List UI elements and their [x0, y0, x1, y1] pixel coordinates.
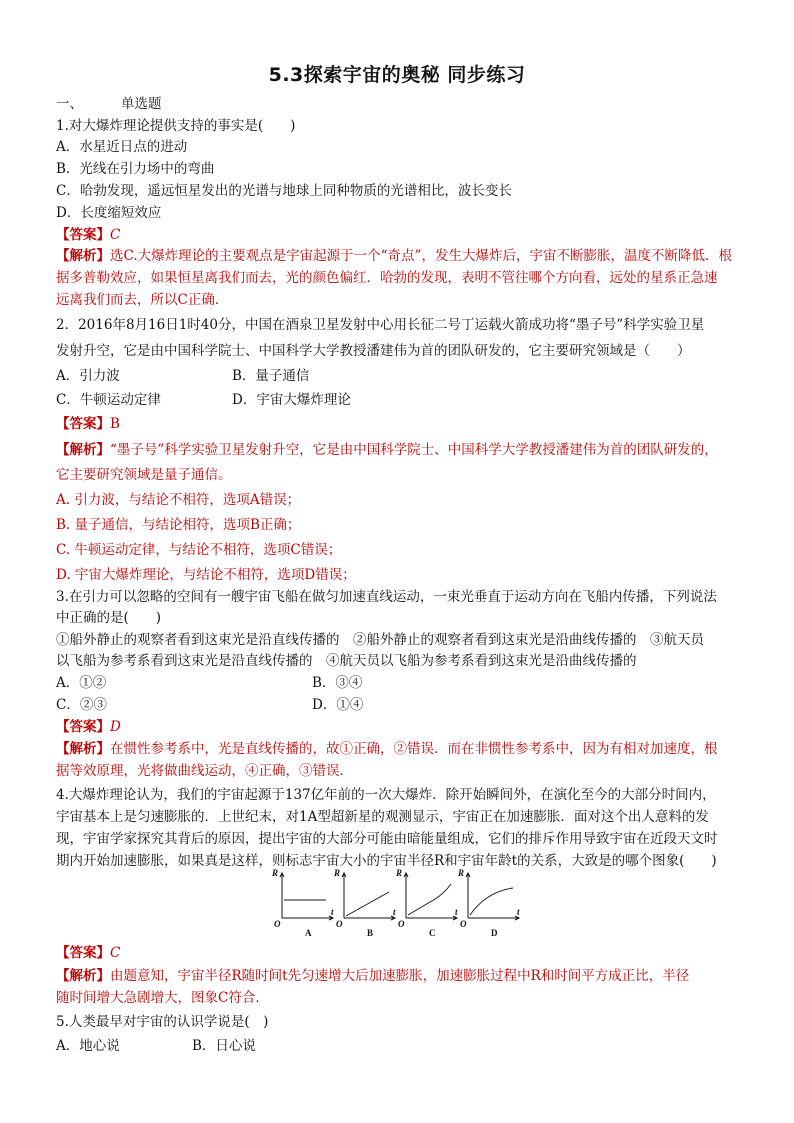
q3-stem-line-3: ①船外静止的观察者看到这束光是沿直线传播的 ②船外静止的观察者看到这束光是沿曲线传播的 ③航天员: [56, 632, 704, 648]
q2-reason-d: D. 宇宙大爆炸理论，与结论不相符，选项D错误；: [56, 567, 356, 583]
q1-option-c: C．哈勃发现，遥远恒星发出的光谱与地球上同种物质的光谱相比，波长变长: [56, 183, 512, 199]
q1-option-a: A．水星近日点的进动: [56, 139, 188, 155]
q2-option-b: B．量子通信: [232, 368, 310, 384]
q2-stem-line-2: 发射升空，它是由中国科学院士、中国科学大学教授潘建伟为首的团队研发的，它主要研究领域是（ ）: [56, 343, 691, 359]
answer-value: B: [110, 416, 120, 432]
q4-answer: [56, 944, 120, 962]
q4-graph-options: [270, 868, 530, 940]
q4-stem-line-4: 期内开始加速膨胀，如果真是这样，则标志宇宙大小的宇宙半径R和宇宙年龄t的关系，大致是的哪个图象( ): [56, 853, 717, 869]
graph-d-curve: [470, 888, 513, 915]
q3-stem-line-4: 以飞船为参考系看到这束光是沿直线传播的 ④航天员以飞船为参考系看到这束光是沿曲线传播的: [56, 653, 637, 669]
answer-value: D: [110, 719, 121, 735]
q3-stem-line-2: 中正确的是( ): [56, 610, 162, 626]
analysis-text: 由题意知，宇宙半径R随时间t先匀速增大后加速膨胀，加速膨胀过程中R和时间平方成正比，半径: [110, 968, 690, 984]
q3-stem-line-1: 3.在引力可以忽略的空间有一艘宇宙飞船在做匀加速直线运动，一束光垂直于运动方向在飞船内传播，下列说法: [56, 589, 717, 605]
q2-answer: [56, 415, 120, 433]
q2-reason-c: C. 牛顿运动定律，与结论不相符，选项C错误；: [56, 542, 342, 558]
q3-analysis-line-2: 据等效原理，光将做曲线运动，④正确，③错误．: [56, 763, 353, 779]
graph-b-label: B: [367, 928, 374, 938]
analysis-tag: 【解析】: [56, 968, 110, 984]
graph-a-x-label: t: [331, 907, 334, 917]
graph-d-origin: O: [460, 919, 467, 929]
q1-analysis-line-3: 远离我们而去，所以C正确．: [56, 292, 229, 308]
q4-stem-line-1: 4.大爆炸理论认为，我们的宇宙起源于137亿年前的一次大爆炸．除开始瞬间外，在演化至今的大部分时间内，: [56, 787, 716, 803]
graph-d: [466, 873, 519, 920]
answer-tag: 【答案】: [56, 719, 110, 735]
graph-c-origin: O: [398, 919, 405, 929]
graph-d-label: D: [491, 928, 498, 938]
analysis-tag: 【解析】: [56, 442, 110, 458]
q4-stem-line-3: 现，宇宙学家探究其背后的原因，提出宇宙的大部分可能由暗能量组成，它们的排斥作用导致宇宙在近段天文时: [56, 831, 718, 847]
q2-option-a: A．引力波: [56, 368, 120, 384]
q1-answer: [56, 226, 120, 244]
analysis-text: 在惯性参考系中，光是直线传播的，故①正确，②错误．而在非惯性参考系中，因为有相对加速度，根: [110, 741, 718, 757]
answer-tag: 【答案】: [56, 227, 110, 243]
graph-c-curve: [408, 884, 451, 915]
graph-a-origin: O: [274, 919, 281, 929]
q4-analysis-line-1: [56, 967, 689, 985]
analysis-tag: 【解析】: [56, 741, 110, 757]
graph-b: [342, 873, 395, 920]
q2-stem-line-1: 2．2016年8月16日1时40分，中国在酒泉卫星发射中心用长征二号丁运载火箭成功将“墨子号”科学实验卫星: [56, 317, 705, 333]
section-heading: [56, 95, 162, 113]
page-title: 5.3探索宇宙的奥秘 同步练习: [268, 64, 526, 86]
answer-value: C: [110, 945, 121, 961]
q2-analysis-line-1: [56, 441, 718, 459]
q1-stem: 1.对大爆炸理论提供支持的事实是( ): [56, 118, 296, 134]
graph-c-y-label: R: [396, 868, 403, 878]
q5-option-b: B．日心说: [192, 1038, 256, 1054]
q3-option-d: D．①④: [312, 697, 364, 713]
graph-a: [280, 873, 333, 920]
graph-a-y-label: R: [272, 868, 279, 878]
q3-option-b: B．③④: [312, 675, 363, 691]
q3-analysis-line-1: [56, 740, 718, 758]
graph-b-curve: [346, 892, 389, 916]
graph-a-label: A: [305, 928, 312, 938]
graph-d-x-label: t: [517, 907, 520, 917]
section-number: 一、: [56, 96, 83, 112]
q4-analysis-line-2: 随时间增大急剧增大，图象C符合．: [56, 990, 269, 1006]
graph-b-y-label: R: [334, 868, 341, 878]
q2-option-c: C．牛顿运动定律: [56, 392, 161, 408]
q1-option-b: B．光线在引力场中的弯曲: [56, 161, 215, 177]
graph-c-x-label: t: [455, 907, 458, 917]
q2-reason-b: B. 量子通信，与结论相符，选项B正确；: [56, 517, 301, 533]
q4-stem-line-2: 宇宙基本上是匀速膨胀的．上世纪末，对1A型超新星的观测显示，宇宙正在加速膨胀．面对这个出人意料的发: [56, 809, 709, 825]
q5-stem: 5.人类最早对宇宙的认识学说是( ): [56, 1014, 269, 1030]
answer-value: C: [110, 227, 121, 243]
q1-analysis-line-1: [56, 247, 732, 265]
q2-option-d: D．宇宙大爆炸理论: [232, 392, 351, 408]
analysis-text: 选C.大爆炸理论的主要观点是宇宙起源于一个“奇点”，发生大爆炸后，宇宙不断膨胀，温度不断降低．根: [110, 248, 732, 264]
q1-analysis-line-2: 据多普勒效应，如果恒星离我们而去，光的颜色偏红．哈勃的发现，表明不管往哪个方向看，远处的星系正急速: [56, 270, 718, 286]
q5-option-a: A．地心说: [56, 1038, 120, 1054]
q2-reason-a: A. 引力波，与结论不相符，选项A错误；: [56, 492, 301, 508]
q2-analysis-line-2: 它主要研究领域是量子通信。: [56, 467, 232, 483]
graph-d-y-label: R: [458, 868, 465, 878]
q1-option-d: D．长度缩短效应: [56, 205, 162, 221]
graph-b-x-label: t: [393, 907, 396, 917]
section-name: 单选题: [121, 96, 162, 112]
graph-b-origin: O: [336, 919, 343, 929]
q3-answer: [56, 718, 121, 736]
analysis-tag: 【解析】: [56, 248, 110, 264]
graph-c-label: C: [429, 928, 436, 938]
q3-option-a: A．①②: [56, 675, 107, 691]
q3-option-c: C．②③: [56, 697, 107, 713]
analysis-text: “墨子号”科学实验卫星发射升空，它是由中国科学院士、中国科学大学教授潘建伟为首的团队研发的，: [110, 442, 718, 458]
answer-tag: 【答案】: [56, 416, 110, 432]
answer-tag: 【答案】: [56, 945, 110, 961]
graph-c: [404, 873, 457, 920]
